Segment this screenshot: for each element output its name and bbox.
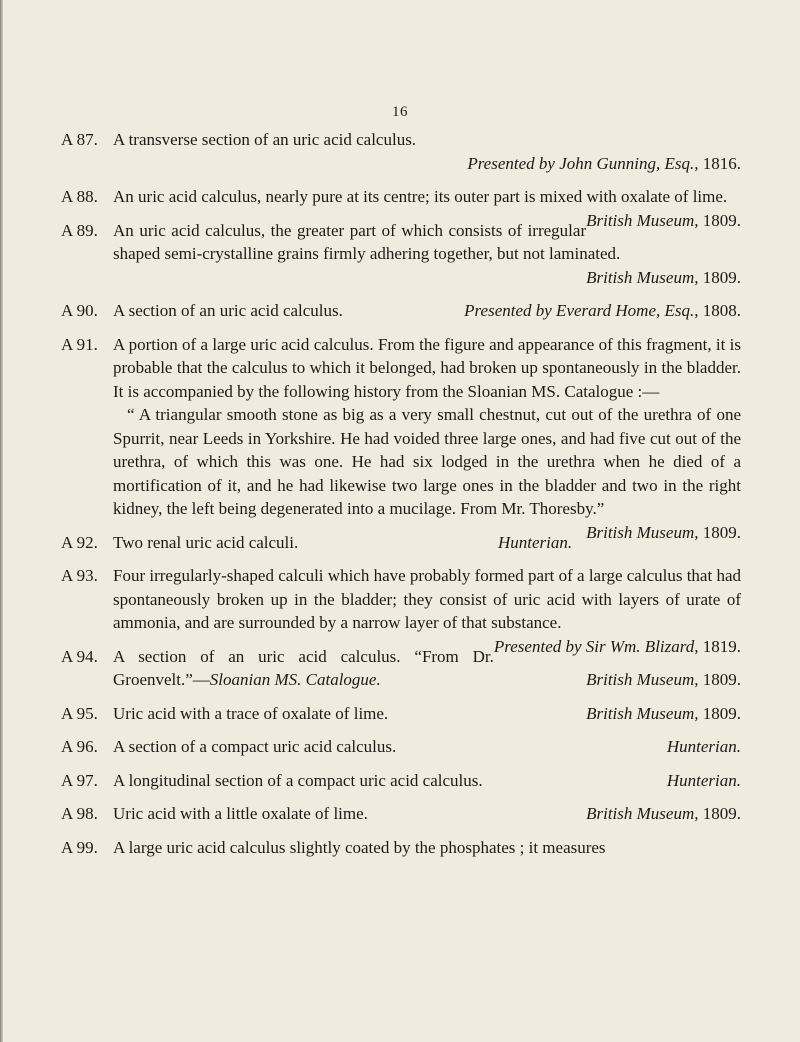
entry-source: Presented by Everard Home, Esq., 1808. (464, 301, 741, 320)
entry-description: An uric acid calculus, nearly pure at its centre; its outer part is mixed with oxalate of lime. (113, 187, 728, 206)
entry-source: British Museum, 1809. (586, 670, 741, 689)
entry-description: Uric acid with a trace of oxalate of lime. (113, 703, 389, 723)
entry-description: A portion of a large uric acid calculus. From the figure and appearance of this fragment, it is probable that the calculus to which it belonged, had broken up spontaneously in the bladder. It is accompanied by the following history from the Sloanian MS. Catalogue :— (113, 334, 741, 401)
entry-source: British Museum, 1809. (586, 210, 741, 230)
entry-source: Presented by Sir Wm. Blizard, 1819. (493, 636, 741, 656)
catalogue-entry (61, 836, 741, 860)
entry-description: A section of an uric acid calculus. (113, 301, 343, 320)
entry-number: A 90. (61, 301, 98, 320)
catalogue-entry (61, 531, 741, 555)
entry-number: A 87. (61, 130, 98, 149)
entry-description: A large uric acid calculus slightly coated by the phosphates ; it measures (113, 837, 606, 857)
entry-quotation: “ A triangular smooth stone as big as a very small chestnut, cut out of the urethra of one Spurrit, near Leeds in Yorkshire. He had voided three large ones, and had five cut out of the urethra, of which this was one. He had six lodged in the urethra when he died of a mortification of it, and he had likewise two large ones in the bladder and two in the right kidney, the left being degenerated into a mucilage. From Mr. Thoresby.” British Museum, 1809. (113, 403, 741, 521)
entry-description: A longitudinal section of a compact uric acid calculus. (113, 770, 483, 790)
entry-number: A 91. (61, 334, 98, 354)
entry-description: Uric acid with a little oxalate of lime. (113, 804, 368, 823)
entry-number: A 93. (61, 566, 98, 585)
entry-description: A section of a compact uric acid calculus. (113, 737, 397, 756)
catalogue-entry (61, 769, 741, 793)
catalogue-entry (61, 299, 741, 323)
catalogue-entry (61, 645, 741, 692)
entry-source: Presented by John Gunning, Esq., 1816. (467, 153, 741, 173)
entry-number: A 99. (61, 837, 98, 857)
entry-source: British Museum, 1809. (586, 703, 741, 723)
catalogue-entry (61, 219, 741, 290)
entry-number: A 94. (61, 646, 98, 666)
entry-source: British Museum, 1809. (586, 804, 741, 823)
entry-number: A 89. (61, 220, 98, 240)
entry-number: A 88. (61, 187, 98, 206)
page-number: 16 (392, 104, 408, 120)
catalogue-entries (61, 128, 741, 869)
entry-source: Hunterian. (666, 737, 741, 756)
entry-source: British Museum, 1809. (586, 522, 741, 542)
entry-description: Two renal uric acid calculi. (113, 532, 299, 552)
entry-source: Hunterian. (666, 770, 741, 790)
entry-source: British Museum, 1809. (586, 267, 741, 287)
entry-description: A section of an uric acid calculus. “From Dr. Groenvelt.”— (113, 646, 494, 689)
entry-number: A 97. (61, 770, 98, 790)
catalogue-entry (61, 802, 741, 826)
entry-source: Hunterian. (497, 532, 573, 552)
entry-description-italic: Sloanian MS. Catalogue. (209, 670, 381, 689)
entry-number: A 95. (61, 703, 98, 723)
catalogue-entry (61, 702, 741, 726)
entry-description: Four irregularly-shaped calculi which have probably formed part of a large calculus that had spontaneously broken up in the bladder; they consist of uric acid with layers of urate of ammonia, and are surrounded by a narrow layer of that substance. (113, 566, 741, 632)
page-edge (0, 0, 3, 1042)
entry-description: A transverse section of an uric acid calculus. (113, 130, 417, 149)
entry-number: A 98. (61, 804, 98, 823)
entry-number: A 96. (61, 737, 98, 756)
catalogue-entry (61, 735, 741, 759)
entry-number: A 92. (61, 532, 98, 552)
entry-description: An uric acid calculus, the greater part of which consists of irregular shaped semi-crystalline grains firmly adhering together, but not laminated. (113, 220, 621, 263)
catalogue-entry (61, 128, 741, 175)
